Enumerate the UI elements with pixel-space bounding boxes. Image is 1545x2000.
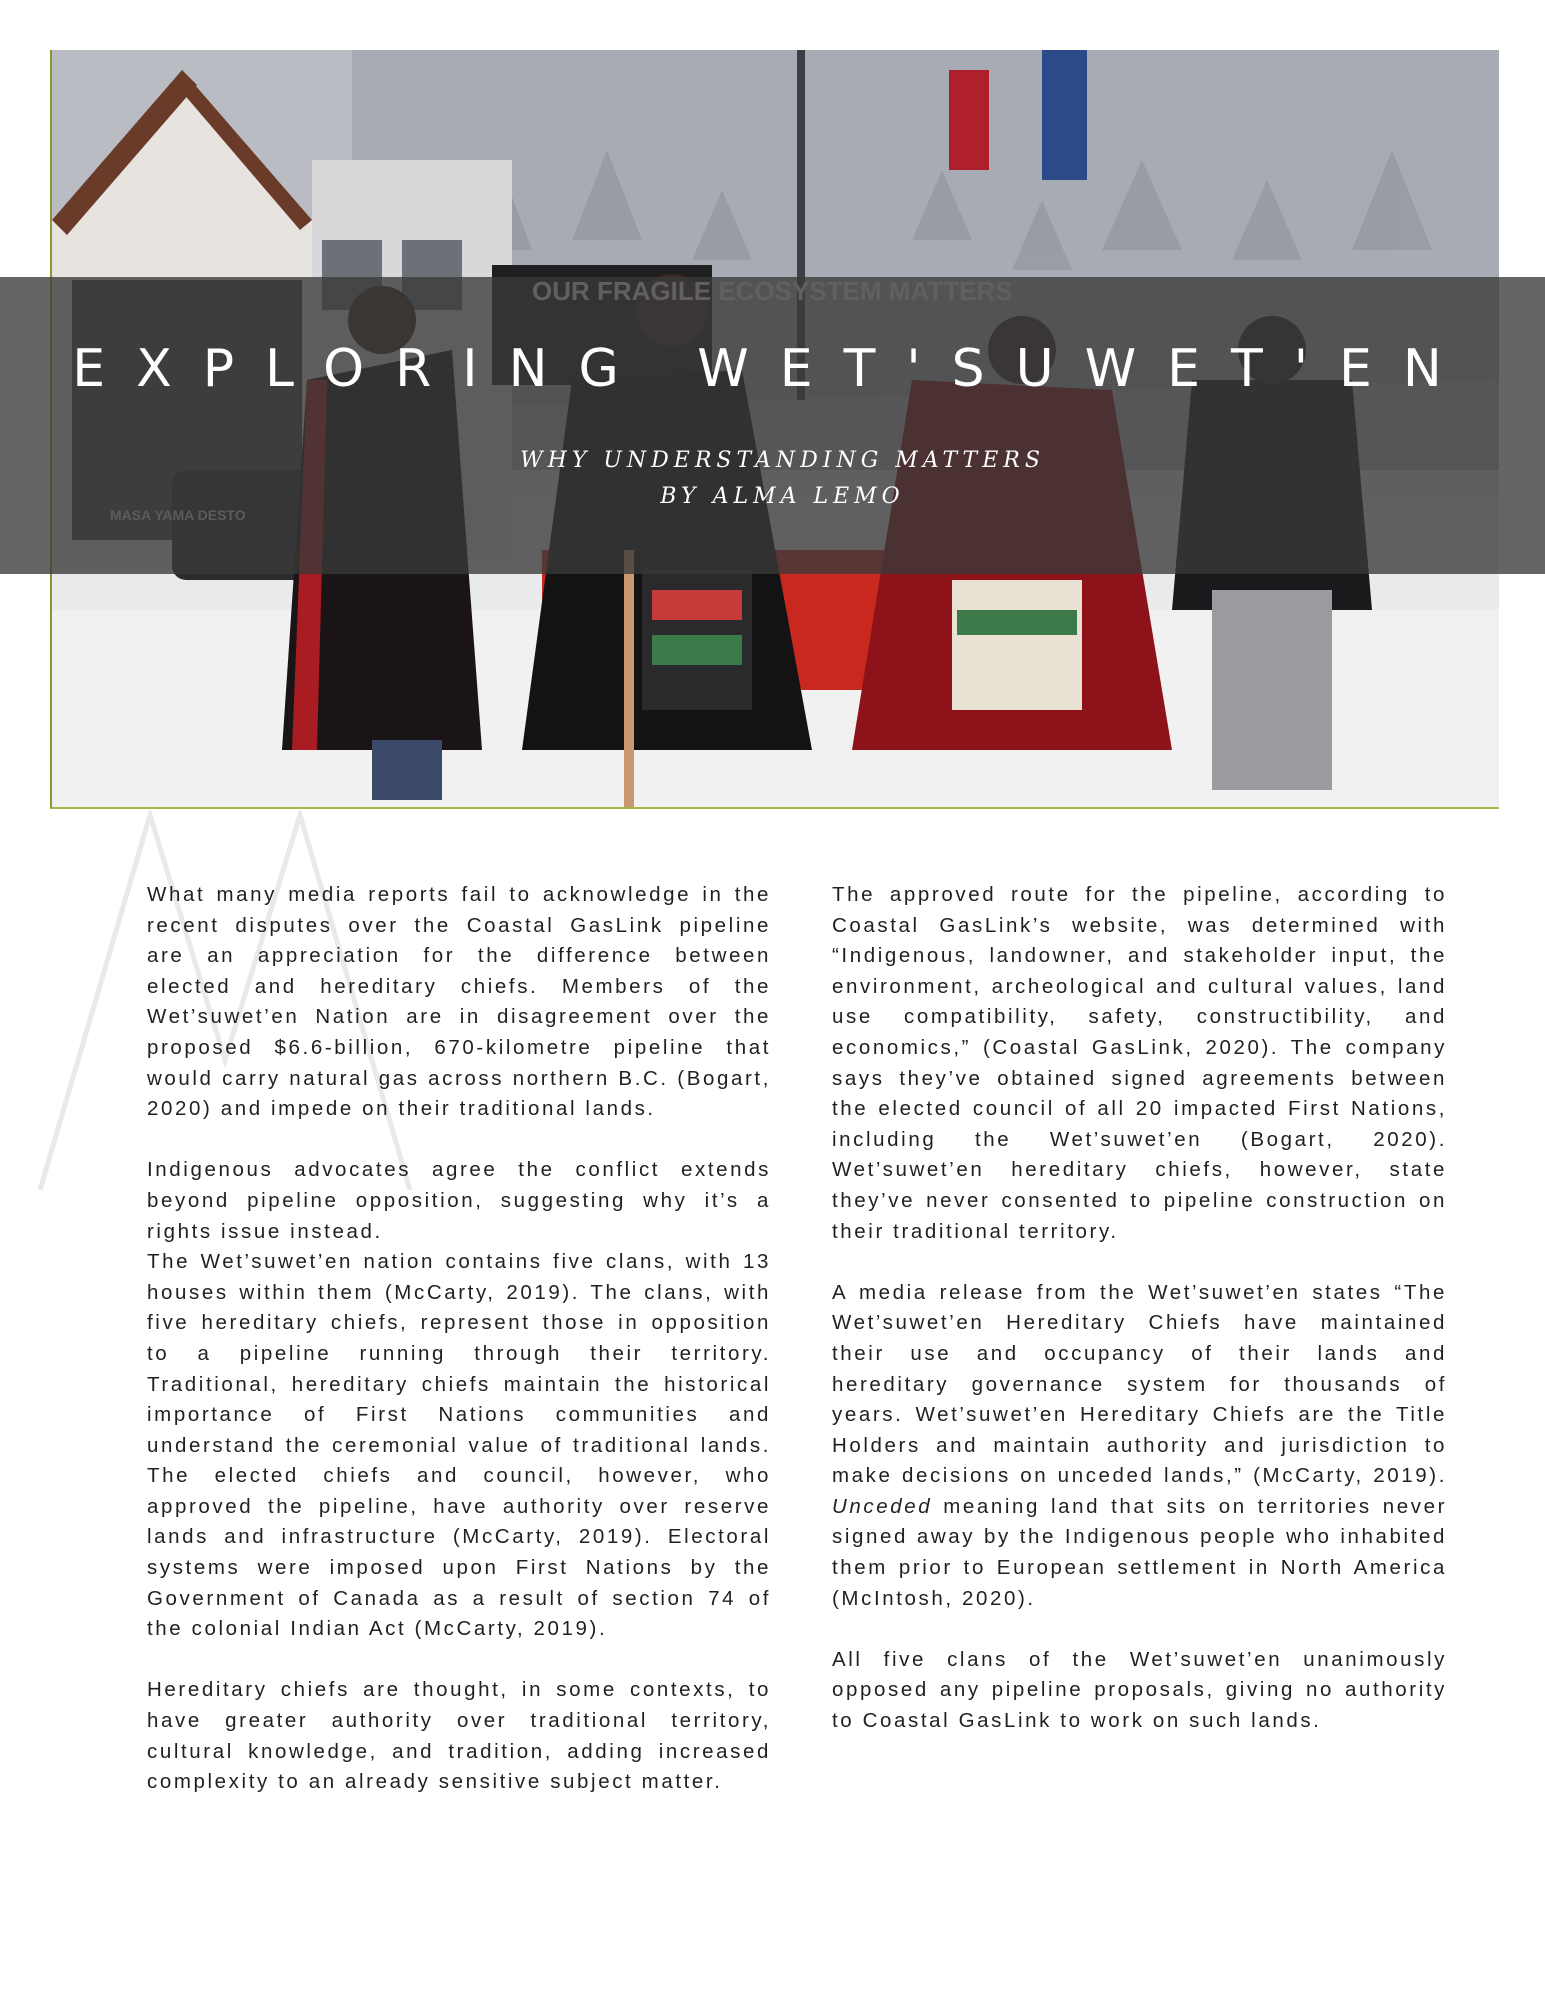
- article-right-column: [832, 880, 1447, 1767]
- article-paragraph: The Wet’suwet’en nation contains five clans, with 13 houses within them (McCarty, 2019). The clans, with five hereditary chiefs, represent those in opposition to a pipeline running through their territory. Traditional, hereditary chiefs maintain the historical importance of First Nations communities and understand the ceremonial value of traditional lands. The elected chiefs and council, however, who approved the pipeline, have authority over reserve lands and infrastructure (McCarty, 2019). Electoral systems were imposed upon First Nations by the Government of Canada as a result of section 74 of the colonial Indian Act (McCarty, 2019).: [147, 1250, 771, 1641]
- emphasized-term: Unceded: [832, 1494, 933, 1518]
- article-paragraph: Hereditary chiefs are thought, in some contexts, to have greater authority over traditional territory, cultural knowledge, and tradition, adding increased complexity to an already sensitive subject matter.: [147, 1678, 771, 1794]
- article-paragraph: All five clans of the Wet’suwet’en unanimously opposed any pipeline proposals, giving no authority to Coastal GasLink to work on such lands.: [832, 1647, 1447, 1733]
- article-paragraph: [832, 1278, 1447, 1615]
- article-left-column: [147, 880, 771, 1828]
- article-paragraph: What many media reports fail to acknowledge in the recent disputes over the Coastal GasLink pipeline are an appreciation for the difference between elected and hereditary chiefs. Members of the Wet’suwet’en Nation are in disagreement over the proposed $6.6-billion, 670-kilometre pipeline that would carry natural gas across northern B.C. (Bogart, 2020) and impede on their traditional lands.: [147, 883, 771, 1121]
- article-paragraph: Indigenous advocates agree the conflict extends beyond pipeline opposition, suggesting why it’s a rights issue instead.: [147, 1158, 771, 1243]
- article-paragraph: The approved route for the pipeline, according to Coastal GasLink’s website, was determined with “Indigenous, landowner, and stakeholder input, the environment, archeological and cultural values, land use compatibility, safety, constructibility, and economics,” (Coastal GasLink, 2020). The company says they’ve obtained signed agreements between the elected council of all 20 impacted First Nations, including the Wet’suwet’en (Bogart, 2020). Wet’suwet’en hereditary chiefs, however, state they’ve never consented to pipeline construction on their traditional territory.: [832, 883, 1447, 1243]
- paragraph-text: A media release from the Wet’suwet’en states “The Wet’suwet’en Hereditary Chiefs have maintained their use and occupancy of their lands and hereditary governance system for thousands of years. Wet’suwet’en Hereditary Chiefs are the Title Holders and maintain authority and jurisdiction to make decisions on unceded lands,” (McCarty, 2019).: [832, 1280, 1447, 1488]
- subtitle-line: WHY UNDERSTANDING MATTERS: [520, 448, 1045, 473]
- subtitle-block: [0, 443, 1545, 515]
- watermark-text: W: [0, 810, 1, 811]
- page-title: EXPLORING WET'SUWET'EN: [72, 339, 1473, 399]
- paragraph-text: meaning land that sits on territories never signed away by the Indigenous people who inhabited them prior to European settlement in North America (McIntosh, 2020).: [832, 1494, 1447, 1610]
- byline: BY ALMA LEMO: [660, 484, 905, 509]
- title-overlay-band: [0, 277, 1545, 574]
